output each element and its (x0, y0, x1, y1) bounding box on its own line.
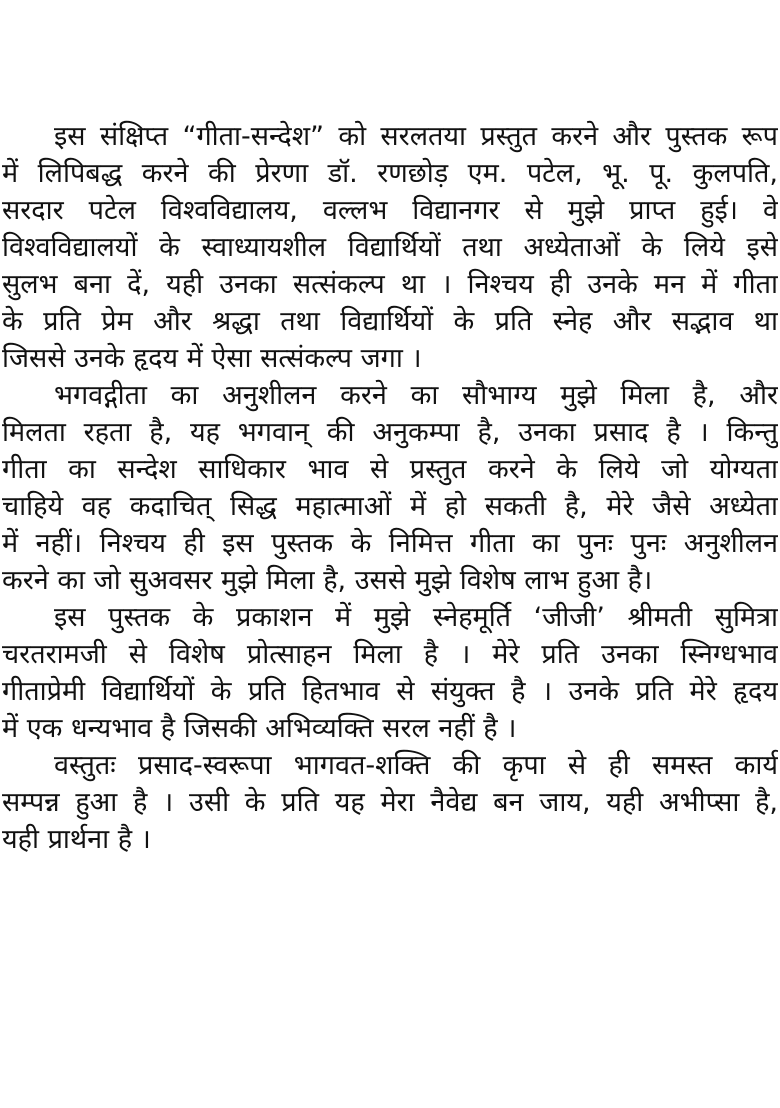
text-line: वस्तुतः प्रसाद-स्वरूपा भागवत-शक्ति की कृपा से ही समस्त कार्य (54, 750, 778, 781)
text-line: सरदार पटेल विश्वविद्यालय, वल्लभ विद्यानगर से मुझे प्राप्त हुई। वे (2, 195, 778, 226)
paragraph-2 (2, 377, 778, 599)
text-line: सम्पन्न हुआ है । उसी के प्रति यह मेरा नैवेद्य बन जाय, यही अभीप्सा है, (2, 787, 778, 818)
text-line: भगवद्गीता का अनुशीलन करने का सौभाग्य मुझे मिला है, और (54, 380, 778, 411)
text-line: चरतरामजी से विशेष प्रोत्साहन मिला है । मेरे प्रति उनका स्निग्धभाव (2, 639, 778, 670)
text-line: गीता का सन्देश साधिकार भाव से प्रस्तुत करने के लिये जो योग्यता (2, 454, 778, 485)
text-line: में एक धन्यभाव है जिसकी अभिव्यक्ति सरल नहीं है । (2, 713, 517, 744)
text-line: सुलभ बना दें, यही उनका सत्संकल्प था । निश्चय ही उनके मन में गीता (2, 269, 778, 300)
text-line: करने का जो सुअवसर मुझे मिला है, उससे मुझे विशेष लाभ हुआ है। (2, 565, 653, 596)
text-line: में नहीं। निश्चय ही इस पुस्तक के निमित्त गीता का पुनः पुनः अनुशीलन (2, 528, 778, 559)
text-line: के प्रति प्रेम और श्रद्धा तथा विद्यार्थियों के प्रति स्नेह और सद्भाव था (2, 306, 778, 337)
text-line: जिससे उनके हृदय में ऐसा सत्संकल्प जगा । (2, 343, 422, 374)
text-line: चाहिये वह कदाचित् सिद्ध महात्माओं में हो सकती है, मेरे जैसे अध्येता (2, 491, 778, 522)
text-line: विश्वविद्यालयों के स्वाध्यायशील विद्यार्थियों तथा अध्येताओं के लिये इसे (2, 232, 778, 263)
text-line: यही प्रार्थना है । (2, 824, 151, 855)
text-line: इस पुस्तक के प्रकाशन में मुझे स्नेहमूर्ति ‘जीजी’ श्रीमती सुमित्रा (54, 602, 778, 633)
paragraph-3 (2, 599, 778, 747)
text-line: गीताप्रेमी विद्यार्थियों के प्रति हितभाव से संयुक्त है । उनके प्रति मेरे हृदय (2, 676, 778, 707)
text-line: मिलता रहता है, यह भगवान् की अनुकम्पा है, उनका प्रसाद है । किन्तु (2, 417, 778, 448)
paragraph-4 (2, 747, 778, 858)
paragraph-1 (2, 118, 778, 377)
text-line: में लिपिबद्ध करने की प्रेरणा डॉ. रणछोड़ एम. पटेल, भू. पू. कुलपति, (2, 158, 778, 189)
body-text (2, 118, 778, 858)
text-line: इस संक्षिप्त “गीता-सन्देश” को सरलतया प्रस्तुत करने और पुस्तक रूप (54, 121, 778, 152)
